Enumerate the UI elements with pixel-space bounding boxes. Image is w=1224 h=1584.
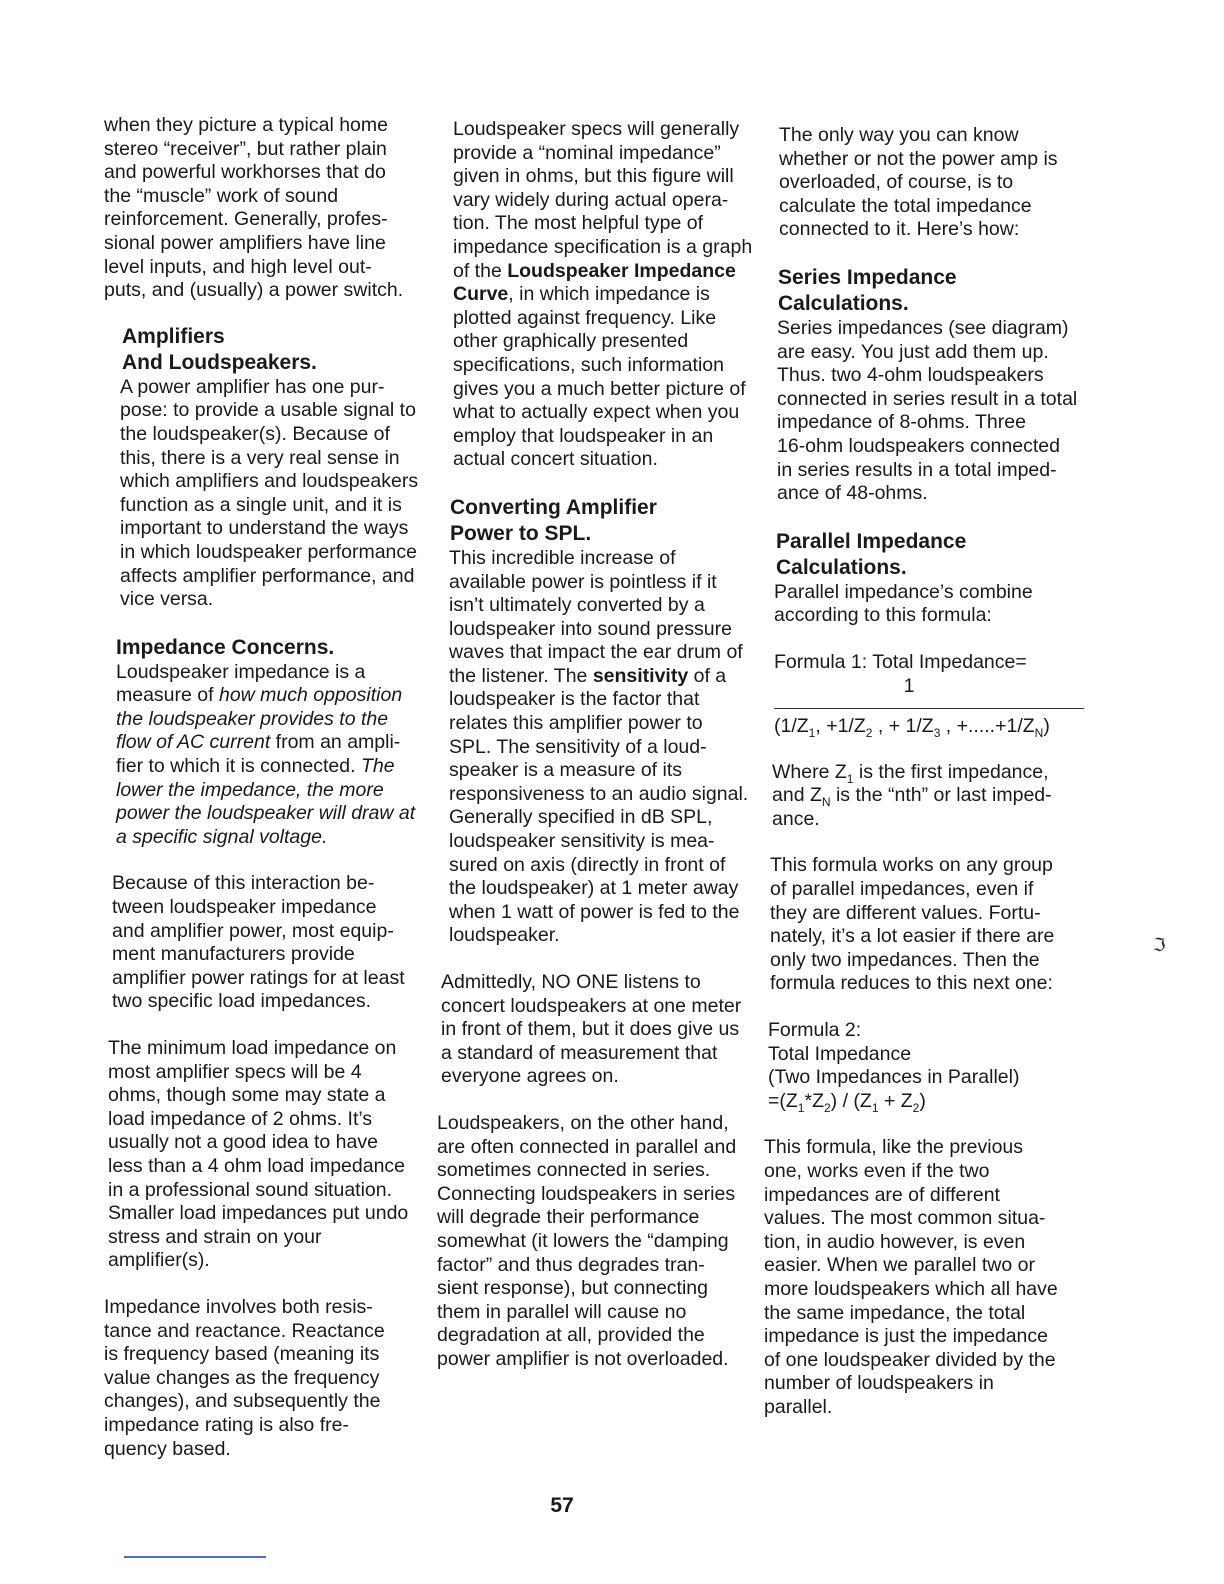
- any-group-paragraph: This formula works on any group of parallel impedances, even if they are different values. Fortu- nately, it’s a lot easier if there are only two impedances. Then the formula reduces to this next one:: [770, 854, 1055, 995]
- converting-paragraph: This incredible increase of available power is pointless if it isn’t ultimately converted by a loudspeaker into sound pressure waves that impact the ear drum of the listener. The sensitivity of a loudspeaker is the factor that relates this amplifier power to SPL. The sensitivity of a loud- speaker is a measure of its responsiveness to an audio signal. Generally specified in dB SPL, loudspeaker sensitivity is mea- sured on axis (directly in front of the loudspeaker) at 1 meter away when 1 watt of power is fed to the loudspeaker.: [449, 546, 749, 947]
- middle-column: [435, 118, 761, 1395]
- left-column: [104, 114, 436, 1484]
- fraction-bar: [774, 708, 1084, 709]
- only-way-paragraph: The only way you can know whether or not the power amp is overloaded, of course, is to calculate the total impedance connected to it. Here’s how:: [779, 124, 1058, 241]
- formula-2: Formula 2: Total Impedance (Two Impedances in Parallel) $=(Z_1*Z_2) / (Z_1 + Z_2)$: [762, 1019, 1092, 1113]
- minimum-load-paragraph: The minimum load impedance on most amplifier specs will be 4 ohms, though some may state a load impedance of 2 ohms. It’s usually not a good idea to have less than a 4 ohm load impedance in a professional sound situation. Smaller load impedances put undo stress and strain on your amplifier(s).: [108, 1037, 409, 1272]
- amplifiers-paragraph: A power amplifier has one pur- pose: to provide a usable signal to the loudspeaker(s). Because of this, there is a very real sense in which amplifiers and loudspeakers function as a single unit, and it is important to understand the ways in which loudspeaker performance affects amplifier performance, and vice versa.: [120, 375, 419, 611]
- parallel-intro-paragraph: Parallel impedance’s combine according to this formula:: [774, 580, 1033, 627]
- parallel-series-paragraph: Loudspeakers, on the other hand, are often connected in parallel and sometimes connected in series. Connecting loudspeakers in series will degrade their performance somewhat (it lowers the “damping factor” and thus degrades tran- sient response), but connecting them in parallel will cause no degradation at all, provided the power amplifier is not overloaded.: [437, 1111, 737, 1370]
- loudspeaker-specs-paragraph: Loudspeaker specs will generally provide a “nominal impedance” given in ohms, but this figure will vary widely during actual opera- tion. The most helpful type of impedance specification is a graph of the Loudspeaker Impedance Curve, in which impedance is plotted against frequency. Like other graphically presented specifications, such information gives you a much better picture of what to actually expect when you employ that loudspeaker in an actual concert situation.: [453, 118, 753, 471]
- previous-formula-paragraph: This formula, like the previous one, works even if the two impedances are of different values. The most common situa- tion, in audio however, is even easier. When we parallel two or more loudspeakers which all have the same impedance, the total impedance is just the impedance of one loudspeaker divided by the number of loudspeakers in parallel.: [764, 1136, 1058, 1418]
- impedance-paragraph: Loudspeaker impedance is a measure of how much opposition the loudspeaker provides to the flow of AC current from an ampli- fier to which it is connected. The lower the impedance, the more power the loudspeaker will draw at a specific signal voltage.: [116, 660, 416, 848]
- converting-heading: Converting Amplifier Power to SPL.: [450, 495, 657, 545]
- formula-2-expression: $=(Z_1*Z_2) / (Z_1 + Z_2)$: [768, 1089, 926, 1115]
- formula-1-denominator: ($1/Z_1$, $+1/Z_2$ , + $1/Z_3$ , $+.....+1/Z_N$): [774, 715, 1050, 740]
- interaction-paragraph: Because of this interaction be- tween loudspeaker impedance and amplifier power, most equip- ment manufacturers provide amplifier power ratings for at least two specific load impedances.: [112, 872, 405, 1013]
- reactance-paragraph: Impedance involves both resis- tance and reactance. Reactance is frequency based (meaning its value changes as the frequency changes), and subsequently the impedance rating is also fre- quency based.: [104, 1295, 385, 1460]
- where-paragraph: Where $Z_1$ is the first impedance, and $Z_N$ is the “nth” or last imped- ance.: [772, 760, 1052, 830]
- formula-1-numerator: 1: [903, 674, 915, 697]
- page-number: 57: [550, 1494, 574, 1517]
- series-paragraph: Series impedances (see diagram) are easy. You just add them up. Thus. two 4-ohm loudspeakers connected in series result in a total impedance of 8-ohms. Three 16-ohm loudspeakers connected in series results in a total imped- ance of 48-ohms.: [777, 316, 1078, 505]
- admittedly-paragraph: Admittedly, NO ONE listens to concert loudspeakers at one meter in front of them, but it does give us a standard of measurement that everyone agrees on.: [441, 971, 742, 1088]
- right-column: [762, 124, 1092, 1443]
- parallel-heading: Parallel Impedance Calculations.: [776, 529, 967, 579]
- bottom-rule: [124, 1556, 266, 1558]
- amplifiers-heading: Amplifiers And Loudspeakers.: [122, 324, 317, 374]
- intro-paragraph: when they picture a typical home stereo “receiver”, but rather plain and powerful workhorses that do the “muscle” work of sound reinforcement. Generally, profes- sional power amplifiers have line level inputs, and high level out- puts, and (usually) a power switch.: [104, 114, 404, 302]
- formula-1: Formula 1: Total Impedance= 1 ($1/Z_1$, $+1/Z_2$ , + $1/Z_3$ , $+.....+1/Z_N$): [762, 651, 1092, 739]
- scan-mark-icon: ℑ: [1153, 935, 1166, 955]
- series-heading: Series Impedance Calculations.: [778, 265, 957, 315]
- impedance-concerns-heading: Impedance Concerns.: [116, 635, 335, 659]
